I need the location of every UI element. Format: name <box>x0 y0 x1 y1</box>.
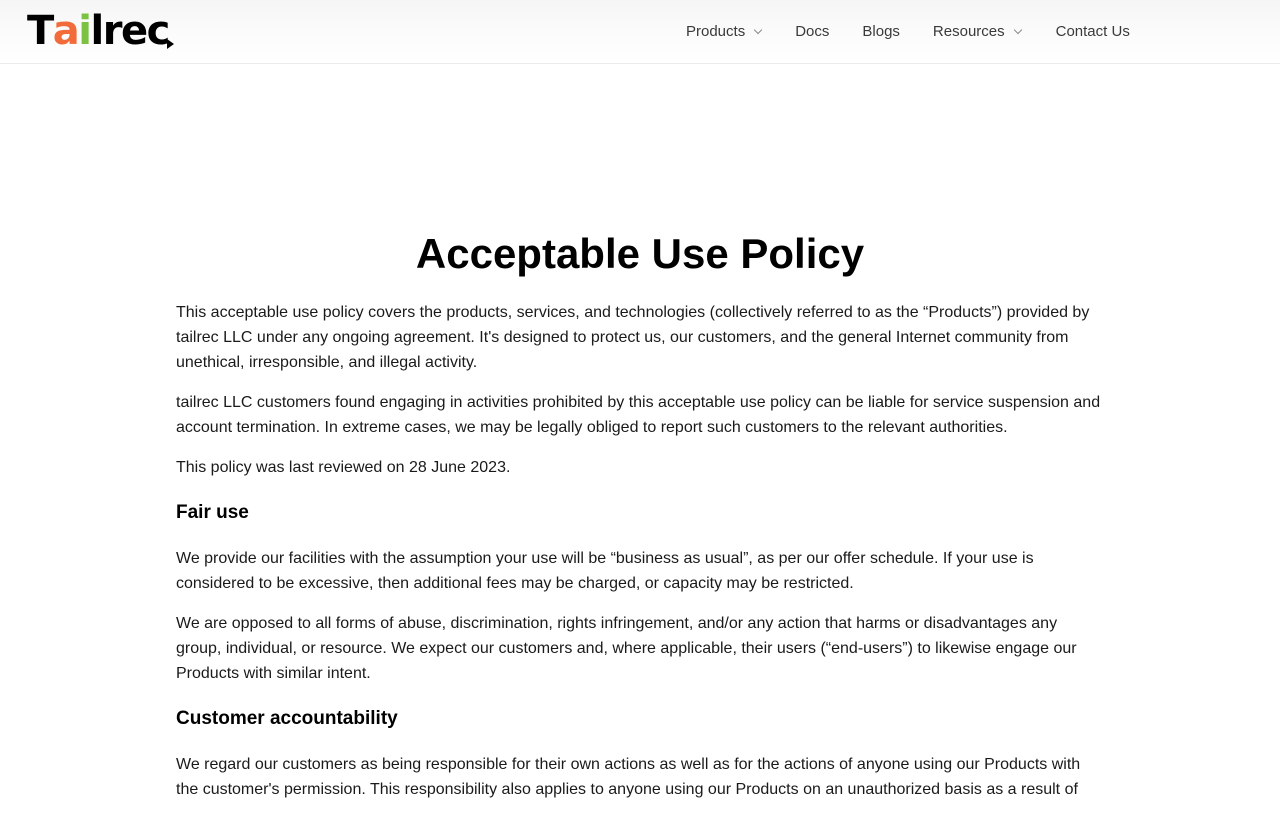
section-heading-customer-accountability: Customer accountability <box>176 708 398 729</box>
section-paragraph: We provide our facilities with the assumption your use will be “business as usual”, as per our offer schedule. If your use is considered to be excessive, then additional fees may be charged, or capacity may be restricted. <box>176 550 1034 592</box>
logo-letter: l <box>90 8 103 54</box>
logo-letter: T <box>27 8 53 54</box>
logo-letter: e <box>120 8 147 54</box>
nav-products-menu[interactable] <box>686 23 761 40</box>
section-heading-fair-use: Fair use <box>176 502 249 523</box>
nav-resources-label: Resources <box>932 23 1005 40</box>
intro-paragraph: tailrec LLC customers found engaging in activities prohibited by this acceptable use policy can be liable for service suspension and account termination. In extreme cases, we may be legally obliged to report such customers to the relevant authorities. <box>176 394 1101 436</box>
nav-products-label: Products <box>686 23 746 40</box>
top-navbar <box>0 0 1280 64</box>
logo-arrow-icon <box>167 39 174 49</box>
policy-content <box>176 228 1106 817</box>
logo-letter: r <box>102 8 121 54</box>
tailrec-logo[interactable] <box>27 8 174 54</box>
nav-blogs-label: Blogs <box>862 23 900 40</box>
nav-resources-menu[interactable] <box>933 23 1021 40</box>
logo-letter: i <box>78 8 91 54</box>
page-title: Acceptable Use Policy <box>415 230 865 277</box>
nav-docs-link[interactable] <box>795 23 829 40</box>
logo-letter: c <box>146 8 169 54</box>
main-nav <box>686 0 1130 63</box>
last-reviewed-text: This policy was last reviewed on 28 June 2023. <box>176 459 511 476</box>
nav-blogs-link[interactable] <box>862 23 900 40</box>
chevron-down-icon <box>754 26 762 34</box>
chevron-down-icon <box>1013 26 1021 34</box>
intro-paragraph: This acceptable use policy covers the products, services, and technologies (collectively referred to as the “Products”) provided by tailrec LLC under any ongoing agreement. It's designed to protect us, our customers, and the general Internet community from unethical, irresponsible, and illegal activity. <box>176 304 1090 371</box>
nav-contact-link[interactable] <box>1056 23 1130 40</box>
nav-docs-label: Docs <box>795 23 830 40</box>
section-paragraph: We regard our customers as being responsible for their own actions as well as for the actions of anyone using our Products with the customer's permission. This responsibility also applies to anyone using our Products on an unauthorized basis as a result of <box>176 756 1081 798</box>
nav-contact-label: Contact Us <box>1055 23 1130 40</box>
logo-letter: a <box>52 8 79 54</box>
section-paragraph: We are opposed to all forms of abuse, discrimination, rights infringement, and/or any action that harms or disadvantages any group, individual, or resource. We expect our customers and, where applicable, their users (“end-users”) to likewise engage our Products with similar intent. <box>176 615 1077 682</box>
